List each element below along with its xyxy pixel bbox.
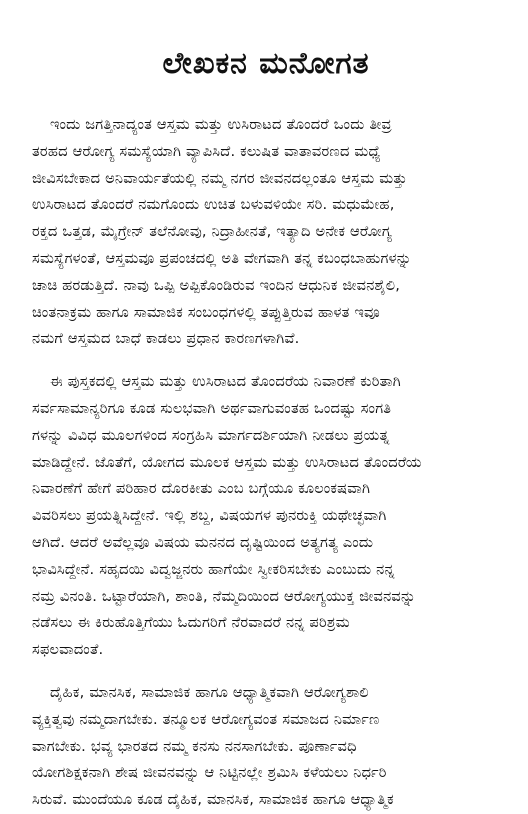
paragraph-line: ಚಾಚಿ ಹರಡುತ್ತಿದೆ. ನಾವು ಒಪ್ಪಿ ಅಪ್ಪಿಕೊಂಡಿರುವ ಇಂದಿನ ಆಧುನಿಕ ಜೀವನಶೈಲಿ, [32,276,401,294]
paragraph-line: ಉಸಿರಾಟದ ತೊಂದರೆ ನಮಗೊಂದು ಉಚಿತ ಬಳುವಳಿಯೇ ಸರಿ. ಮಧುಮೇಹ, [32,196,395,214]
paragraph-line: ಮಾಡಿದ್ದೇನೆ. ಜೊತೆಗೆ, ಯೋಗದ ಮೂಲಕ ಆಸ್ತಮ ಮತ್ತು ಉಸಿರಾಟದ ತೊಂದರೆಯ [32,453,422,471]
paragraph-line: ನಮ್ರ ವಿನಂತಿ. ಒಟ್ಟಾರೆಯಾಗಿ, ಶಾಂತಿ, ನೆಮ್ಮದಿಯಿಂದ ಆರೋಗ್ಯಯುಕ್ತ ಜೀವನವನ್ನು [32,587,416,605]
paragraph-line: ಗಳನ್ನು ವಿವಿಧ ಮೂಲಗಳಿಂದ ಸಂಗ್ರಹಿಸಿ ಮಾರ್ಗದರ್ಶಿಯಾಗಿ ನೀಡಲು ಪ್ರಯತ್ನ [32,426,390,444]
paragraph-line: ಸಿರುವೆ. ಮುಂದೆಯೂ ಕೂಡ ದೈಹಿಕ, ಮಾನಸಿಕ, ಸಾಮಾಜಿಕ ಹಾಗೂ ಆಧ್ಯಾತ್ಮಿಕ [32,791,394,809]
paragraph-2 [32,369,500,664]
paragraph-line: ರಕ್ತದ ಒತ್ತಡ, ಮೈಗ್ರೇನ್ ತಲೆನೋವು, ನಿದ್ರಾಹೀನತೆ, ಇತ್ಯಾದಿ ಅನೇಕ ಆರೋಗ್ಯ [32,223,393,241]
paragraph-line: ಇಂದು ಜಗತ್ತಿನಾದ್ಯಂತ ಆಸ್ತಮ ಮತ್ತು ಉಸಿರಾಟದ ತೊಂದರೆ ಒಂದು ತೀವ್ರ [50,116,392,133]
paragraph-1 [32,112,500,353]
paragraph-line: ಜೀವಿಸಬೇಕಾದ ಅನಿವಾರ್ಯತೆಯಲ್ಲಿ ನಮ್ಮ ನಗರ ಜೀವನದಲ್ಲಂತೂ ಆಸ್ತಮ ಮತ್ತು [32,169,408,187]
paragraph-line: ನಿವಾರಣೆಗೆ ಹೇಗೆ ಪರಿಹಾರ ದೊರಕೀತು ಎಂಬ ಬಗ್ಗೆಯೂ ಕೂಲಂಕಷವಾಗಿ [32,480,371,498]
paragraph-line: ಯೋಗಶಿಕ್ಷಕನಾಗಿ ಶೇಷ ಜೀವನವನ್ನು ಆ ನಿಟ್ಟಿನಲ್ಲೇ ಶ್ರಮಿಸಿ ಕಳೆಯಲು ನಿರ್ಧರಿ [32,764,387,782]
paragraph-line: ವಿವರಿಸಲು ಪ್ರಯತ್ನಿಸಿದ್ದೇನೆ. ಇಲ್ಲಿ ಶಬ್ದ, ವಿಷಯಗಳ ಪುನರುಕ್ತಿ ಯಥೇಚ್ಛವಾಗಿ [32,507,387,525]
paragraph-line: ಸರ್ವಸಾಮಾನ್ಯರಿಗೂ ಕೂಡ ಸುಲಭವಾಗಿ ಅರ್ಥವಾಗುವಂತಹ ಒಂದಷ್ಟು ಸಂಗತಿ [32,399,392,417]
paragraph-line: ಈ ಪುಸ್ತಕದಲ್ಲಿ ಆಸ್ತಮ ಮತ್ತು ಉಸಿರಾಟದ ತೊಂದರೆಯ ನಿವಾರಣೆ ಕುರಿತಾಗಿ [50,373,401,391]
paragraph-line: ನಡೆಸಲು ಈ ಕಿರುಹೊತ್ತಿಗೆಯು ಓದುಗರಿಗೆ ನೆರವಾದರೆ ನನ್ನ ಪರಿಶ್ರಮ [32,614,350,632]
paragraph-line: ಭಾವಿಸಿದ್ದೇನೆ. ಸಹೃದಯಿ ವಿದ್ವಜ್ಜನರು ಹಾಗೆಯೇ ಸ್ವೀಕರಿಸಬೇಕು ಎಂಬುದು ನನ್ನ [32,560,395,578]
paragraph-line: ನಮಗೆ ಆಸ್ತಮದ ಬಾಧೆ ಕಾಡಲು ಪ್ರಧಾನ ಕಾರಣಗಳಾಗಿವೆ. [32,330,300,348]
paragraph-line: ಆಗಿದೆ. ಆದರೆ ಅವೆಲ್ಲವೂ ವಿಷಯ ಮನನದ ದೃಷ್ಟಿಯಿಂದ ಅತ್ಯಗತ್ಯ ಎಂದು [32,533,374,551]
paragraph-3 [32,680,500,814]
paragraph-line: ಸಮಸ್ಯೆಗಳಂತೆ, ಆಸ್ತಮವೂ ಪ್ರಪಂಚದಲ್ಲಿ ಅತಿ ವೇಗವಾಗಿ ತನ್ನ ಕಬಂಧಬಾಹುಗಳನ್ನು [32,249,412,267]
paragraph-line: ಚಿಂತನಾಕ್ರಮ ಹಾಗೂ ಸಾಮಾಜಿಕ ಸಂಬಂಧಗಳಲ್ಲಿ ತಪ್ಪುತ್ತಿರುವ ಹಾಳತ ಇವೂ [32,303,380,321]
paragraph-line: ವ್ಯಕ್ತಿತ್ವವು ನಮ್ಮದಾಗಬೇಕು. ತನ್ಮೂಲಕ ಆರೋಗ್ಯವಂತ ಸಮಾಜದ ನಿರ್ಮಾಣ [32,710,380,728]
paragraph-line: ಸಫಲವಾದಂತೆ. [32,641,104,659]
paragraph-line: ದೈಹಿಕ, ಮಾನಸಿಕ, ಸಾಮಾಜಿಕ ಹಾಗೂ ಆಧ್ಯಾತ್ಮಿಕವಾಗಿ ಆರೋಗ್ಯಶಾಲಿ [50,683,369,701]
page-title: ಲೇಖಕನ ಮನೋಗತ [162,46,370,81]
paragraph-line: ವಾಗಬೇಕು. ಭವ್ಯ ಭಾರತದ ನಮ್ಮ ಕನಸು ನನಸಾಗಬೇಕು. ಪೂರ್ಣಾವಧಿ [32,737,357,755]
paragraph-line: ತರಹದ ಆರೋಗ್ಯ ಸಮಸ್ಯೆಯಾಗಿ ವ್ಯಾಪಿಸಿದೆ. ಕಲುಷಿತ ವಾತಾವರಣದ ಮಧ್ಯೆ [32,142,381,160]
